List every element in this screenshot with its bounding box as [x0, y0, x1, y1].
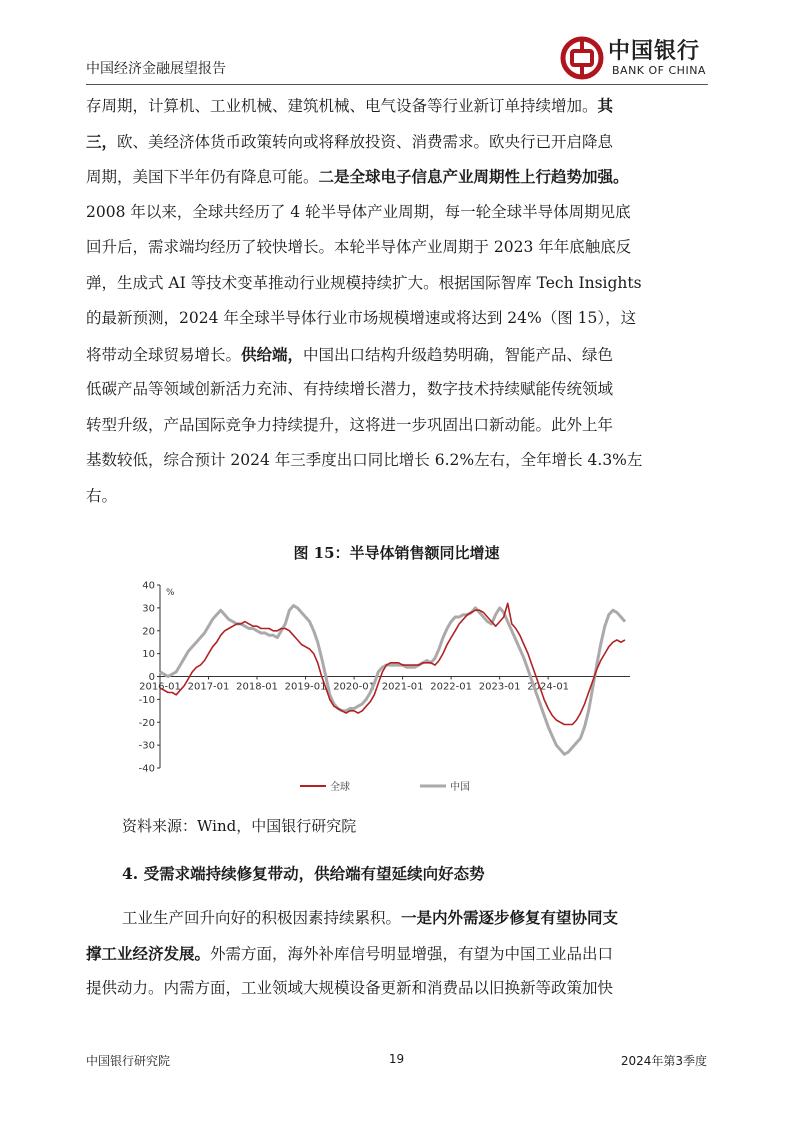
text-run: 转型升级，产品国际竞争力持续提升，这将进一步巩固出口新动能。此外上年 [86, 415, 614, 434]
y-tick-label: 40 [142, 580, 155, 592]
page-number: 19 [388, 1052, 405, 1066]
y-tick-label: -20 [138, 717, 155, 729]
x-tick-label: 2020-01 [333, 681, 375, 693]
text-line [86, 337, 708, 373]
header-divider [86, 84, 708, 85]
text-run: 欧、美经济体货币政策转向或将释放投资、消费需求。欧央行已开启降息 [117, 132, 614, 151]
text-run: 提供动力。内需方面，工业领域大规模设备更新和消费品以旧换新等政策加快 [86, 979, 614, 997]
bold-text: 其 [597, 96, 614, 115]
bank-of-china-logo-icon [560, 36, 604, 80]
text-run: 工业生产回升向好的积极因素持续累积。 [122, 909, 402, 927]
text-run: 2008 年以来，全球共经历了 4 轮半导体产业周期，每一轮全球半导体周期见底 [86, 202, 631, 221]
bold-text: 三， [86, 131, 118, 151]
text-line [86, 408, 708, 444]
text-run: 弹，生成式 AI 等技术变革推动行业规模持续扩大。根据国际智库 Tech Insights [86, 273, 642, 292]
body-paragraph-1 [86, 88, 708, 514]
semiconductor-sales-growth-chart [130, 575, 650, 800]
x-tick-label: 2024-01 [527, 681, 570, 693]
text-line [86, 230, 708, 266]
x-tick-label: 2016-01 [139, 681, 181, 693]
text-line [86, 159, 708, 195]
text-run: 中国出口结构升级趋势明确，智能产品、绿色 [303, 345, 614, 364]
text-line [86, 124, 708, 160]
y-tick-label: -30 [138, 740, 155, 752]
text-line [86, 301, 708, 337]
text-run: 低碳产品等领域创新活力充沛、有持续增长潜力，数字技术持续赋能传统领域 [86, 380, 614, 398]
text-line [86, 479, 708, 515]
legend-label: 全球 [330, 782, 350, 793]
text-run: 存周期，计算机、工业机械、建筑机械、电气设备等行业新订单持续增加。 [86, 97, 598, 115]
y-tick-label: 10 [142, 649, 155, 661]
text-run: 基数较低，综合预计 2024 年三季度出口同比增长 6.2%左右，全年增长 4.3%左 [86, 451, 643, 469]
text-line [86, 900, 708, 936]
bank-logo [560, 34, 710, 82]
text-line [86, 971, 708, 1007]
source-note: 资料来源：Wind，中国银行研究院 [122, 817, 357, 835]
figure-title: 图 15：半导体销售额同比增速 [293, 544, 500, 562]
footer-institute: 中国银行研究院 [86, 1054, 171, 1068]
bold-text: 二是全球电子信息产业周期性上行趋势加强。 [318, 167, 629, 186]
y-tick-label: -10 [138, 694, 155, 706]
y-unit-label: % [166, 588, 175, 598]
footer-quarter: 2024年第3季度 [620, 1054, 707, 1068]
legend-label: 中国 [450, 782, 470, 793]
section-heading: 4. 受需求端持续修复带动，供给端有望延续向好态势 [122, 864, 485, 883]
x-tick-label: 2019-01 [284, 681, 327, 693]
text-line [86, 266, 708, 302]
bold-text: 一是内外需逐步修复有望协同支 [401, 908, 619, 927]
y-tick-label: 0 [148, 672, 155, 683]
logo-chinese-name: 中国银行 [608, 38, 701, 64]
text-line [86, 372, 708, 408]
text-run: 右。 [86, 486, 118, 505]
x-tick-label: 2017-01 [187, 681, 230, 693]
text-run: 周期，美国下半年仍有降息可能。 [86, 168, 319, 186]
text-run: 回升后，需求端均经历了较快增长。本轮半导体产业周期于 2023 年年底触底反 [86, 238, 632, 256]
x-tick-label: 2023-01 [478, 681, 521, 693]
text-run: 外需方面，海外补库信号明显增强，有望为中国工业品出口 [210, 944, 614, 963]
x-tick-label: 2021-01 [381, 681, 424, 693]
text-line [86, 88, 708, 124]
text-run: 将带动全球贸易增长。 [86, 345, 242, 364]
x-tick-label: 2018-01 [236, 681, 278, 693]
text-line [86, 195, 708, 231]
y-tick-label: 30 [142, 603, 155, 615]
text-line [86, 443, 708, 479]
y-tick-label: 20 [142, 626, 155, 638]
text-run: 的最新预测，2024 年全球半导体行业市场规模增速或将达到 24%（图 15），这 [86, 309, 637, 327]
bold-text: 撑工业经济发展。 [86, 943, 211, 963]
report-title: 中国经济金融展望报告 [86, 61, 226, 77]
body-paragraph-2 [86, 900, 708, 1007]
bold-text: 供给端， [241, 344, 304, 364]
text-line [86, 936, 708, 972]
y-tick-label: -40 [138, 763, 155, 775]
x-tick-label: 2022-01 [430, 681, 473, 693]
logo-english-name: BANK OF CHINA [612, 64, 706, 77]
